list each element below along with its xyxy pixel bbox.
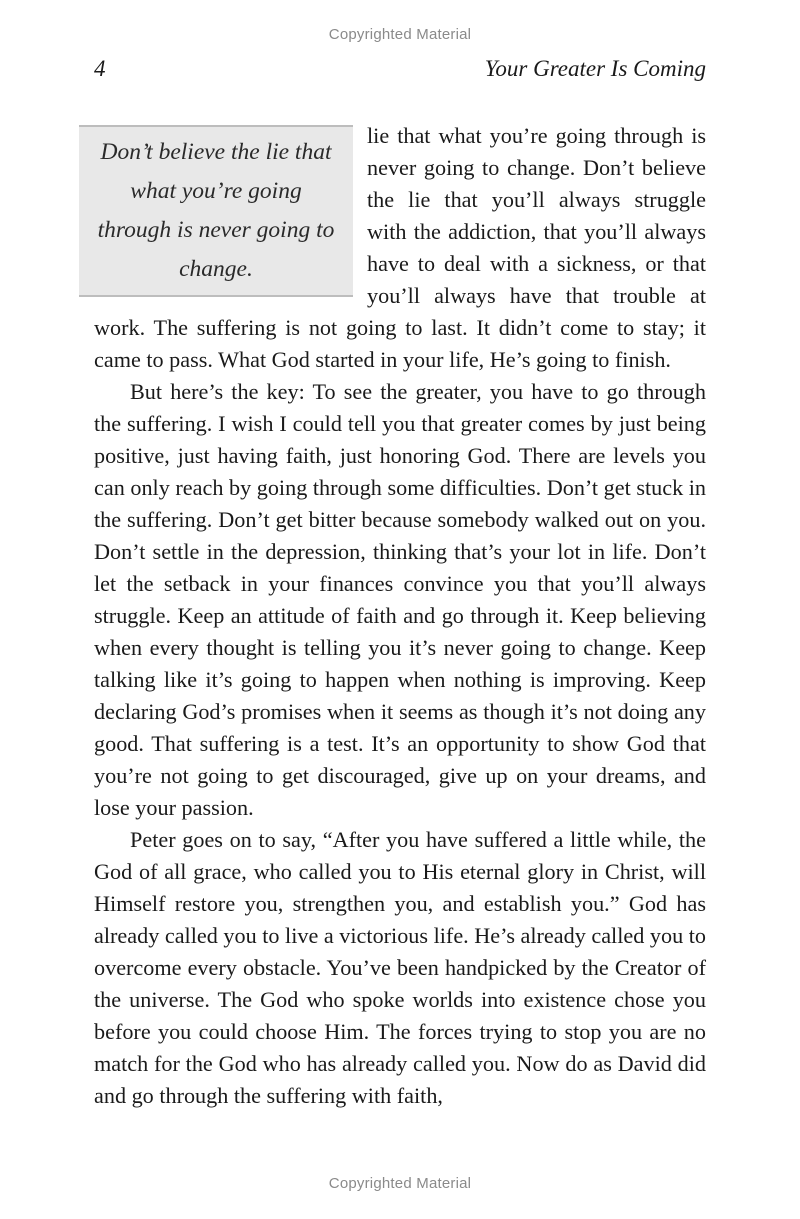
paragraph-2: But here’s the key: To see the greater, you have to go through the suffering. I wish I could tell you that greater comes by just being positive, just having faith, just honoring God. There are levels you can only reach by going through some difficulties. Don’t get stuck in the suffering. Don’t get bitter because somebody walked out on you. Don’t settle in the depression, thinking that’s your lot in life. Don’t let the setback in your finances convince you that you’ll always struggle. Keep an attitude of faith and go through it. Keep believing when every thought is telling you it’s never going to change. Keep talking like it’s going to happen when nothing is improving. Keep declaring God’s promises when it seems as though it’s not doing any good. That suffering is a test. It’s an opportunity to show God that you’re not going to get discouraged, give up on your dreams, and lose your passion. [94, 379, 706, 820]
pullquote: Don’t believe the lie that what you’re going through is never going to change. [79, 125, 353, 297]
running-title: Your Greater Is Coming [484, 56, 706, 81]
running-head [94, 56, 706, 86]
copyright-watermark-top: Copyrighted Material [328, 26, 472, 43]
paragraph-1: lie that what you’re going through is never going to change. Don’t believe the lie that you’ll always struggle with the addiction, that you’ll always have to deal with a sickness, or that you’ll always have that trouble at work. The suffering is not going to last. It didn’t come to stay; it came to pass. What God started in your life, He’s going to finish. [94, 123, 706, 372]
body-text [94, 120, 706, 1112]
paragraph-3: Peter goes on to say, “After you have suffered a little while, the God of all grace, who called you to His eternal glory in Christ, will Himself restore you, strengthen you, and establish you.” God has already called you to live a victorious life. He’s already called you to overcome every obstacle. You’ve been handpicked by the Creator of the universe. The God who spoke worlds into existence chose you before you could choose Him. The forces trying to stop you are no match for the God who has already called you. Now do as David did and go through the suffering with faith, [94, 827, 706, 1108]
page-number: 4 [94, 56, 106, 81]
copyright-watermark-bottom: Copyrighted Material [328, 1175, 472, 1192]
